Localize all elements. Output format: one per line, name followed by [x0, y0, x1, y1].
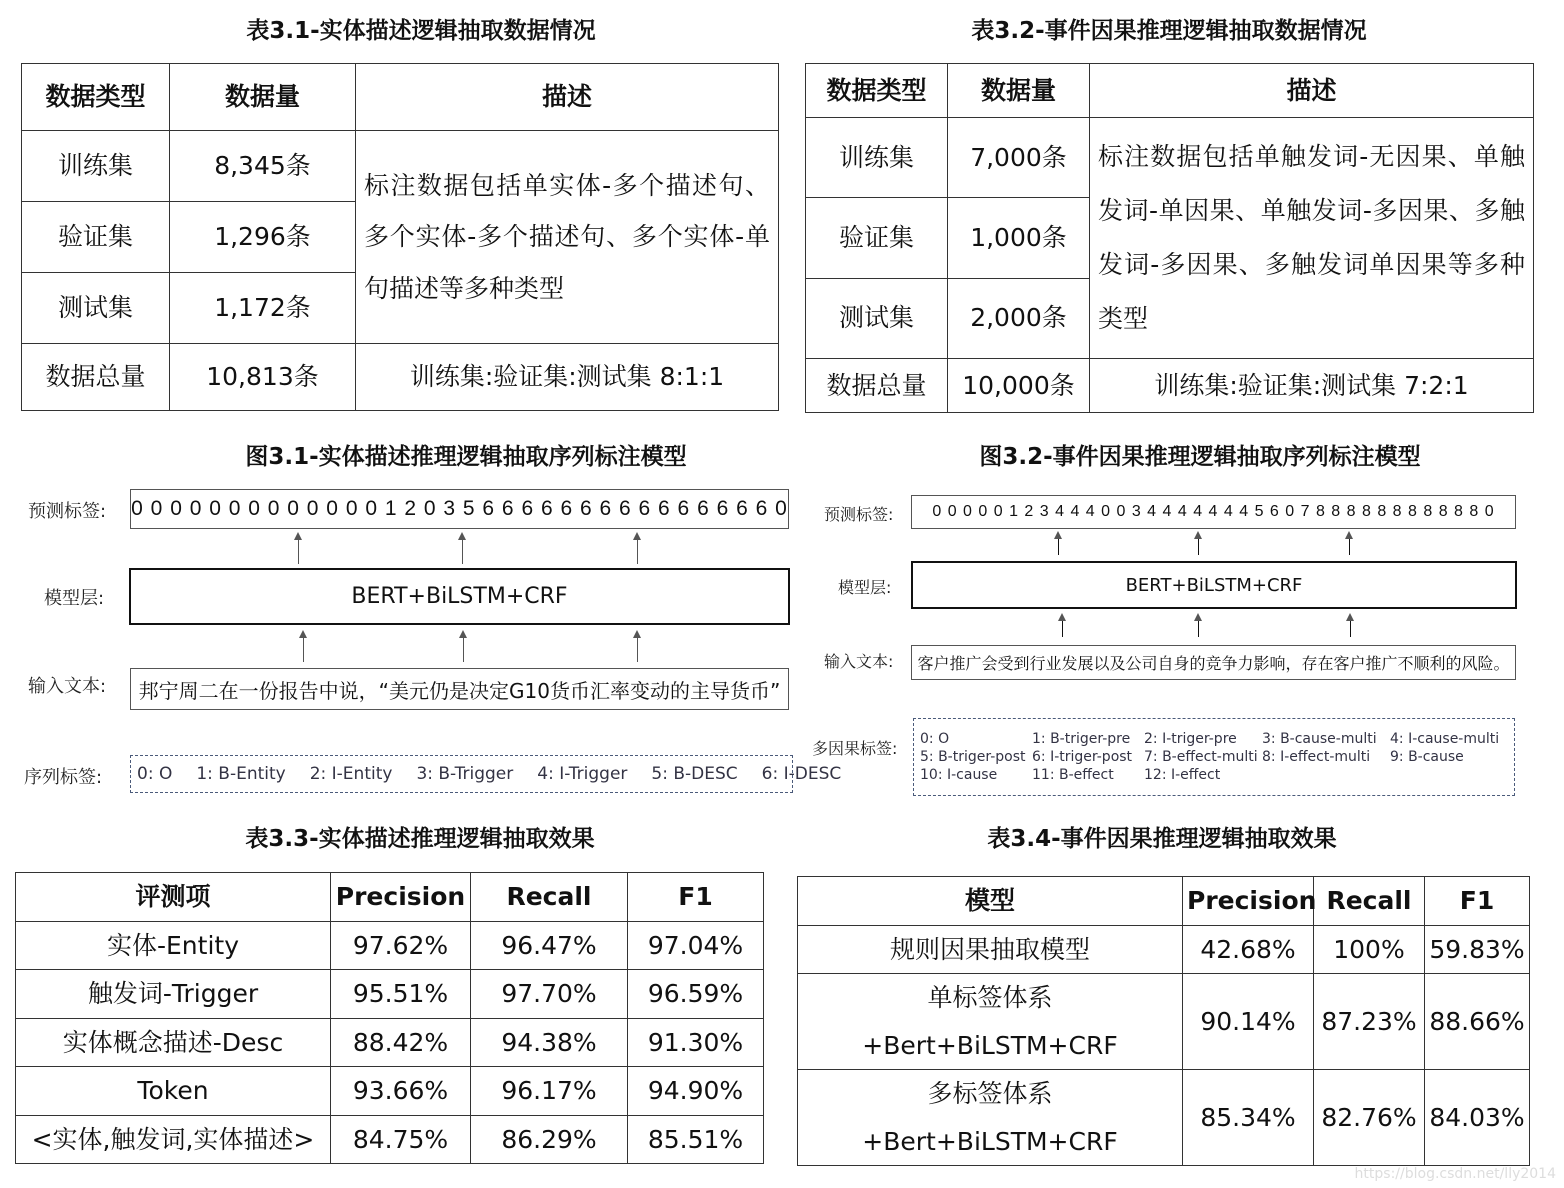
table-cell: 88.42% — [331, 1018, 471, 1067]
table-cell: 87.23% — [1314, 974, 1425, 1070]
tag-legend — [130, 755, 842, 793]
tag-item: 5: B-DESC — [651, 764, 738, 784]
arrow-icon — [1062, 615, 1063, 637]
tag-item: 4: I-cause-multi — [1390, 731, 1500, 747]
table3-title: 表3.3-实体描述推理逻辑抽取效果 — [245, 826, 595, 852]
table-row — [16, 921, 764, 970]
table-cell: 84.75% — [331, 1115, 471, 1164]
table-cell: 2,000条 — [948, 278, 1090, 358]
table-cell: 97.62% — [331, 921, 471, 970]
table-cell: <实体,触发词,实体描述> — [16, 1115, 331, 1164]
tag-item: 1: B-triger-pre — [1032, 731, 1131, 747]
arrow-icon — [298, 534, 299, 564]
tag-item: 1: B-Entity — [196, 764, 286, 784]
table-cell: 数据类型 — [22, 64, 170, 131]
table-cell: 88.66% — [1425, 974, 1530, 1070]
table-cell: Precision — [331, 873, 471, 922]
table-cell: 单标签体系+Bert+BiLSTM+CRF — [798, 974, 1183, 1070]
table-row — [16, 970, 764, 1019]
table-causal-results — [797, 876, 1530, 1166]
description-cell: 标注数据包括单实体-多个描述句、多个实体-多个描述句、多个实体-单句描述等多种类型 — [356, 130, 779, 343]
table-row — [16, 1115, 764, 1164]
arrow-icon — [1349, 533, 1350, 555]
arrow-icon — [303, 632, 304, 662]
input-label: 输入文本: — [28, 676, 107, 697]
table-cell: 描述 — [1090, 64, 1534, 118]
description-cell: 标注数据包括单触发词-无因果、单触发词-单因果、单触发词-多因果、多触发词-多因果、多触发词单因果等多种类型 — [1090, 118, 1534, 359]
tag-item: 11: B-effect — [1032, 767, 1114, 783]
table1-title: 表3.1-实体描述逻辑抽取数据情况 — [246, 18, 596, 44]
table-cell: 验证集 — [22, 201, 170, 272]
arrow-icon — [1350, 615, 1351, 637]
table-cell: 训练集 — [806, 118, 948, 198]
table-cell: 1,000条 — [948, 198, 1090, 278]
table-cell: Precision — [1183, 877, 1314, 926]
table-cell: 1,172条 — [170, 273, 356, 344]
table-row — [806, 358, 1534, 412]
table-cell: 评测项 — [16, 873, 331, 922]
tag-item: 6: I-triger-post — [1032, 749, 1133, 765]
prediction-box: 0 0 0 0 0 0 0 0 0 0 0 0 0 1 2 0 3 5 6 6 6 6 6 6 6 6 6 6 6 6 6 6 6 0 — [130, 489, 789, 529]
table-row — [16, 1018, 764, 1067]
table-row — [16, 873, 764, 922]
seq-label: 序列标签: — [24, 767, 103, 788]
watermark: https://blog.csdn.net/lly2014 — [1354, 1166, 1556, 1182]
arrow-icon — [1198, 615, 1199, 637]
table-cell: 模型 — [798, 877, 1183, 926]
table-cell: 84.03% — [1425, 1070, 1530, 1166]
table-cell: 96.59% — [628, 970, 764, 1019]
table-cell: Recall — [1314, 877, 1425, 926]
table-cell: 1,296条 — [170, 201, 356, 272]
tag-item: 2: I-triger-pre — [1144, 731, 1237, 747]
table-causal-data — [805, 63, 1534, 413]
pred-label: 预测标签: — [824, 505, 894, 524]
table-cell: 90.14% — [1183, 974, 1314, 1070]
fig1-title: 图3.1-实体描述推理逻辑抽取序列标注模型 — [245, 444, 687, 470]
table-row — [22, 64, 779, 131]
table-cell: 85.51% — [628, 1115, 764, 1164]
table-row — [798, 1070, 1530, 1166]
table-cell: 59.83% — [1425, 925, 1530, 974]
table-cell: Token — [16, 1067, 331, 1116]
table-cell: 数据总量 — [22, 344, 170, 411]
tag-item: 0: O — [137, 764, 173, 784]
tag-item: 3: B-Trigger — [416, 764, 514, 784]
arrow-icon — [462, 534, 463, 564]
table-cell: 实体-Entity — [16, 921, 331, 970]
table-cell: 训练集:验证集:测试集 7:2:1 — [1090, 358, 1534, 412]
table-cell: 数据量 — [170, 64, 356, 131]
table-row — [798, 974, 1530, 1070]
table-cell: 96.47% — [471, 921, 628, 970]
table-entity-data — [21, 63, 779, 411]
table-cell: 95.51% — [331, 970, 471, 1019]
fig2-title: 图3.2-事件因果推理逻辑抽取序列标注模型 — [979, 444, 1421, 470]
tag-item: 7: B-effect-multi — [1144, 749, 1258, 765]
table4-title: 表3.4-事件因果推理逻辑抽取效果 — [987, 826, 1337, 852]
table-cell: 97.70% — [471, 970, 628, 1019]
table-cell: 94.38% — [471, 1018, 628, 1067]
table-cell: 数据总量 — [806, 358, 948, 412]
table-cell: 测试集 — [806, 278, 948, 358]
input-text-box: 邦宁周二在一份报告中说，“美元仍是决定G10货币汇率变动的主导货币” — [130, 668, 789, 710]
table-cell: F1 — [628, 873, 764, 922]
tag-item: 2: I-Entity — [309, 764, 393, 784]
model-box: BERT+BiLSTM+CRF — [911, 561, 1517, 609]
table-cell: 多标签体系+Bert+BiLSTM+CRF — [798, 1070, 1183, 1166]
table-row — [806, 64, 1534, 118]
arrow-icon — [463, 632, 464, 662]
table-cell: 测试集 — [22, 273, 170, 344]
table-row — [806, 118, 1534, 198]
table-cell: 数据量 — [948, 64, 1090, 118]
prediction-box: 0 0 0 0 0 1 2 3 4 4 4 0 0 3 4 4 4 4 4 4 4 5 6 0 7 8 8 8 8 8 8 8 8 8 8 8 0 — [911, 495, 1516, 529]
table-cell: 93.66% — [331, 1067, 471, 1116]
table-cell: 10,000条 — [948, 358, 1090, 412]
pred-label: 预测标签: — [28, 501, 107, 522]
table-cell: 规则因果抽取模型 — [798, 925, 1183, 974]
tag-item: 3: B-cause-multi — [1262, 731, 1377, 747]
table2-title: 表3.2-事件因果推理逻辑抽取数据情况 — [971, 18, 1367, 44]
tag-item: 9: B-cause — [1390, 749, 1464, 765]
table-cell: 验证集 — [806, 198, 948, 278]
arrow-icon — [637, 534, 638, 564]
table-cell: 86.29% — [471, 1115, 628, 1164]
tag-item: 4: I-Trigger — [537, 764, 628, 784]
input-label: 输入文本: — [824, 652, 894, 671]
table-cell: 触发词-Trigger — [16, 970, 331, 1019]
arrow-icon — [1198, 533, 1199, 555]
table-cell: 100% — [1314, 925, 1425, 974]
table-cell: 42.68% — [1183, 925, 1314, 974]
tag-legend — [913, 718, 1515, 796]
table-cell: Recall — [471, 873, 628, 922]
table-cell: F1 — [1425, 877, 1530, 926]
table-cell: 94.90% — [628, 1067, 764, 1116]
tag-item: 8: I-effect-multi — [1262, 749, 1371, 765]
arrow-icon — [1058, 533, 1059, 555]
table-cell: 82.76% — [1314, 1070, 1425, 1166]
arrow-icon — [637, 632, 638, 662]
table-cell: 数据类型 — [806, 64, 948, 118]
input-text-box: 客户推广会受到行业发展以及公司自身的竞争力影响，存在客户推广不顺利的风险。 — [911, 645, 1516, 680]
table-row — [22, 130, 779, 201]
table-cell: 10,813条 — [170, 344, 356, 411]
model-label: 模型层: — [838, 578, 892, 597]
table-cell: 96.17% — [471, 1067, 628, 1116]
model-box: BERT+BiLSTM+CRF — [129, 568, 790, 625]
model-label: 模型层: — [44, 588, 105, 609]
table-cell: 7,000条 — [948, 118, 1090, 198]
table-cell: 训练集 — [22, 130, 170, 201]
table-cell: 8,345条 — [170, 130, 356, 201]
tag-item: 0: O — [920, 731, 950, 747]
table-row — [22, 344, 779, 411]
seq-label: 多因果标签: — [812, 739, 898, 758]
tag-item: 12: I-effect — [1144, 767, 1221, 783]
table-cell: 训练集:验证集:测试集 8:1:1 — [356, 344, 779, 411]
table-row — [798, 877, 1530, 926]
table-row — [798, 925, 1530, 974]
table-cell: 描述 — [356, 64, 779, 131]
table-cell: 97.04% — [628, 921, 764, 970]
table-cell: 85.34% — [1183, 1070, 1314, 1166]
table-row — [16, 1067, 764, 1116]
table-cell: 实体概念描述-Desc — [16, 1018, 331, 1067]
tag-item: 10: I-cause — [920, 767, 998, 783]
tag-item: 6: I-DESC — [761, 764, 842, 784]
table-entity-results — [15, 872, 764, 1164]
table-cell: 91.30% — [628, 1018, 764, 1067]
tag-item: 5: B-triger-post — [920, 749, 1026, 765]
